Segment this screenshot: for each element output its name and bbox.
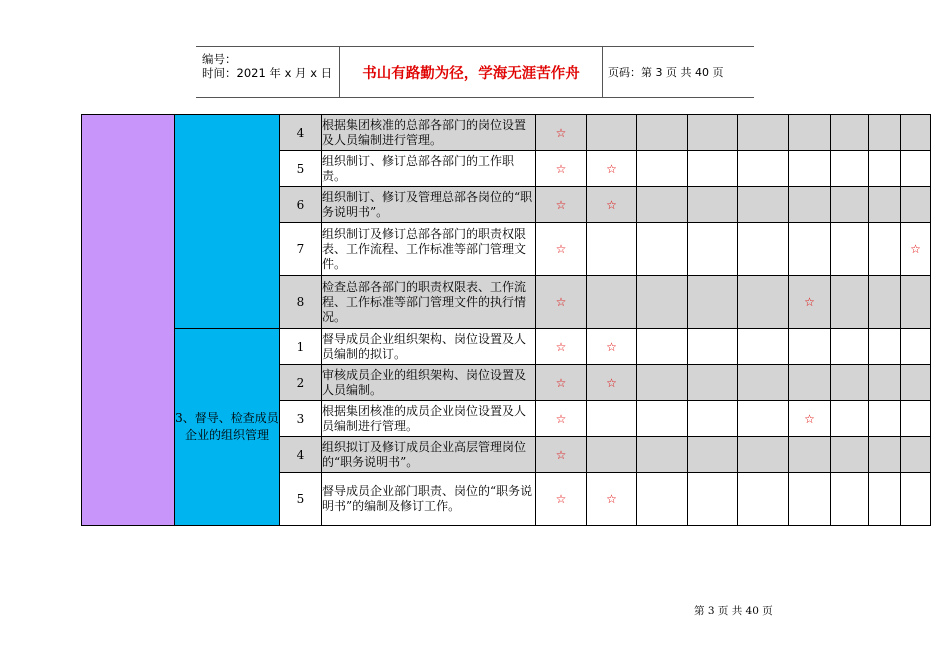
role-cell <box>637 329 688 365</box>
item-number: 6 <box>280 187 322 223</box>
item-description: 检查总部各部门的职责权限表、工作流程、工作标准等部门管理文件的执行情况。 <box>322 276 536 329</box>
star-icon: ☆ <box>587 151 637 187</box>
item-number: 8 <box>280 276 322 329</box>
role-cell <box>738 276 789 329</box>
star-icon: ☆ <box>536 365 587 401</box>
table-body <box>82 115 931 526</box>
role-cell <box>789 365 831 401</box>
star-icon: ☆ <box>536 329 587 365</box>
role-cell <box>587 115 637 151</box>
star-icon: ☆ <box>587 473 637 526</box>
section-3-title: 3、督导、检查成员企业的组织管理 <box>175 329 280 526</box>
item-description: 督导成员企业部门职责、岗位的“职务说明书”的编制及修订工作。 <box>322 473 536 526</box>
category-cell <box>82 115 175 526</box>
star-icon: ☆ <box>587 365 637 401</box>
role-cell <box>688 365 738 401</box>
role-cell <box>637 151 688 187</box>
role-cell <box>738 329 789 365</box>
role-cell <box>688 151 738 187</box>
star-icon: ☆ <box>536 115 587 151</box>
role-cell <box>688 115 738 151</box>
role-cell <box>901 473 931 526</box>
role-cell <box>901 151 931 187</box>
role-cell <box>831 276 869 329</box>
role-cell <box>738 115 789 151</box>
star-icon: ☆ <box>587 329 637 365</box>
role-cell <box>901 276 931 329</box>
role-cell <box>738 365 789 401</box>
item-description: 督导成员企业组织架构、岗位设置及人员编制的拟订。 <box>322 329 536 365</box>
role-cell <box>901 401 931 437</box>
role-cell <box>738 401 789 437</box>
serial-label: 编号： <box>202 52 237 66</box>
role-cell <box>869 437 901 473</box>
role-cell <box>637 473 688 526</box>
role-cell <box>789 437 831 473</box>
role-cell <box>831 401 869 437</box>
responsibility-table <box>81 114 931 526</box>
role-cell <box>688 223 738 276</box>
page-header <box>196 46 754 98</box>
item-number: 5 <box>280 151 322 187</box>
header-page-label: 页码：第 3 页 共 40 页 <box>608 66 724 79</box>
role-cell <box>637 401 688 437</box>
star-icon: ☆ <box>536 276 587 329</box>
role-cell <box>869 365 901 401</box>
item-description: 组织制订、修订总部各部门的工作职责。 <box>322 151 536 187</box>
role-cell <box>869 401 901 437</box>
page-footer: 第 3 页 共 40 页 <box>694 605 773 617</box>
star-icon: ☆ <box>587 187 637 223</box>
role-cell <box>587 437 637 473</box>
role-cell <box>831 223 869 276</box>
role-cell <box>869 276 901 329</box>
role-cell <box>869 187 901 223</box>
item-description: 根据集团核准的总部各部门的岗位设置及人员编制进行管理。 <box>322 115 536 151</box>
role-cell <box>901 187 931 223</box>
role-cell <box>831 151 869 187</box>
role-cell <box>831 329 869 365</box>
role-cell <box>688 473 738 526</box>
item-number: 1 <box>280 329 322 365</box>
role-cell <box>637 276 688 329</box>
item-number: 3 <box>280 401 322 437</box>
role-cell <box>738 187 789 223</box>
role-cell <box>688 276 738 329</box>
role-cell <box>688 187 738 223</box>
star-icon: ☆ <box>536 473 587 526</box>
role-cell <box>789 151 831 187</box>
role-cell <box>789 473 831 526</box>
star-icon: ☆ <box>536 223 587 276</box>
role-cell <box>738 223 789 276</box>
role-cell <box>901 329 931 365</box>
item-description: 组织拟订及修订成员企业高层管理岗位的“职务说明书”。 <box>322 437 536 473</box>
role-cell <box>738 151 789 187</box>
role-cell <box>738 437 789 473</box>
role-cell <box>901 365 931 401</box>
header-motto: 书山有路勤为径，学海无涯苦作舟 <box>362 65 580 82</box>
role-cell <box>738 473 789 526</box>
role-cell <box>789 329 831 365</box>
item-description: 审核成员企业的组织架构、岗位设置及人员编制。 <box>322 365 536 401</box>
role-cell <box>901 437 931 473</box>
subcategory-cell <box>175 115 280 329</box>
role-cell <box>831 473 869 526</box>
table-row <box>82 115 931 151</box>
star-icon: ☆ <box>536 187 587 223</box>
star-icon: ☆ <box>536 151 587 187</box>
item-number: 2 <box>280 365 322 401</box>
star-icon: ☆ <box>901 223 931 276</box>
role-cell <box>587 276 637 329</box>
role-cell <box>688 437 738 473</box>
role-cell <box>688 329 738 365</box>
role-cell <box>637 187 688 223</box>
header-meta <box>202 52 337 80</box>
role-cell <box>869 329 901 365</box>
role-cell <box>831 437 869 473</box>
item-number: 7 <box>280 223 322 276</box>
header-divider <box>602 47 603 97</box>
item-description: 组织制订、修订及管理总部各岗位的“职务说明书”。 <box>322 187 536 223</box>
role-cell <box>789 223 831 276</box>
role-cell <box>869 473 901 526</box>
item-number: 4 <box>280 115 322 151</box>
item-description: 根据集团核准的成员企业岗位设置及人员编制进行管理。 <box>322 401 536 437</box>
star-icon: ☆ <box>536 437 587 473</box>
role-cell <box>587 401 637 437</box>
item-number: 4 <box>280 437 322 473</box>
table-row <box>82 329 931 365</box>
role-cell <box>637 115 688 151</box>
role-cell <box>637 223 688 276</box>
role-cell <box>688 401 738 437</box>
item-number: 5 <box>280 473 322 526</box>
role-cell <box>831 115 869 151</box>
role-cell <box>869 223 901 276</box>
time-label: 时间：2021 年 x 月 x 日 <box>202 66 333 80</box>
role-cell <box>869 115 901 151</box>
role-cell <box>789 187 831 223</box>
role-cell <box>869 151 901 187</box>
role-cell <box>637 437 688 473</box>
role-cell <box>637 365 688 401</box>
role-cell <box>831 187 869 223</box>
star-icon: ☆ <box>536 401 587 437</box>
star-icon: ☆ <box>789 276 831 329</box>
role-cell <box>789 115 831 151</box>
star-icon: ☆ <box>789 401 831 437</box>
role-cell <box>901 115 931 151</box>
role-cell <box>587 223 637 276</box>
item-description: 组织制订及修订总部各部门的职责权限表、工作流程、工作标准等部门管理文件。 <box>322 223 536 276</box>
role-cell <box>831 365 869 401</box>
